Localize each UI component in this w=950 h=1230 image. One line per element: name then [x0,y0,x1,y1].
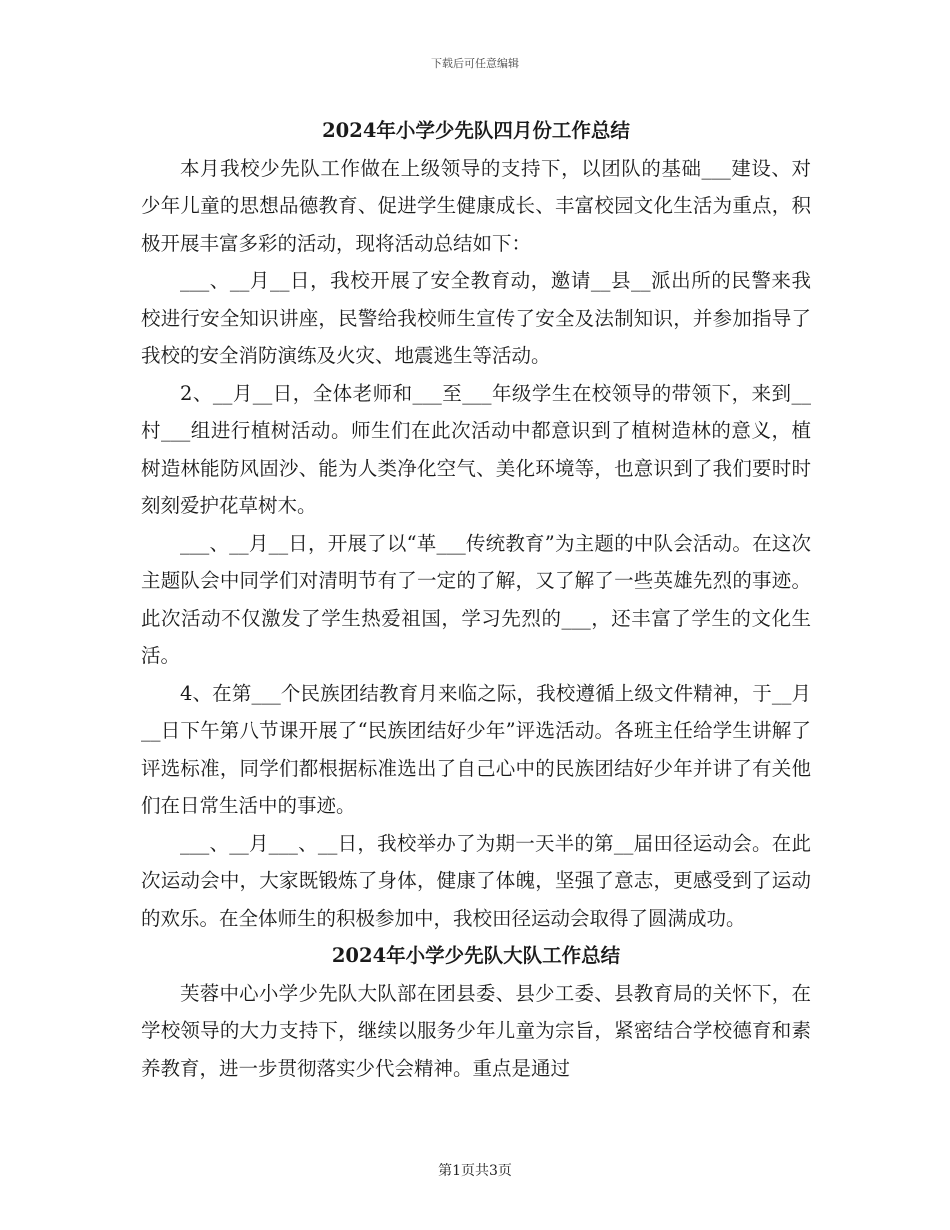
section-title: 2024年小学少先队四月份工作总结 [322,119,630,142]
paragraph: ___、__月__日，开展了以“革___传统教育”为主题的中队会活动。在这次主题队会中同学们对清明节有了一定的了解，又了解了一些英雄先烈的事迹。此次活动不仅激发了学生热爱祖国，学习先烈的___，还丰富了学生的文化生活。 [141,531,811,667]
page-footer: 第1页共3页 [438,1163,512,1179]
paragraph: ___、__月__日，我校开展了安全教育动，邀请__县__派出所的民警来我校进行安全知识讲座，民警给我校师生宣传了安全及法制知识，并参加指导了我校的安全消防演练及火灾、地震逃生等活动。 [141,269,811,367]
paragraph: 芙蓉中心小学少先队大队部在团县委、县少工委、县教育局的关怀下，在学校领导的大力支持下，继续以服务少年儿童为宗旨，紧密结合学校德育和素养教育，进一步贯彻落实少代会精神。重点是通过 [141,981,811,1080]
document-body [141,112,811,1087]
paragraph: 2、__月__日，全体老师和___至___年级学生在校领导的带领下，来到__村___组进行植树活动。师生们在此次活动中都意识到了植树造林的意义，植树造林能防风固沙、能为人类净化空气、美化环境等，也意识到了我们要时时刻刻爱护花草树木。 [141,381,811,517]
section-brigade-summary [141,937,811,1087]
page-header-note: 下载后可任意编辑 [431,57,519,70]
section-title: 2024年小学少先队大队工作总结 [331,944,621,967]
paragraph: 本月我校少先队工作做在上级领导的支持下，以团队的基础___建设、对少年儿童的思想品德教育、促进学生健康成长、丰富校园文化生活为重点，积极开展丰富多彩的活动，现将活动总结如下： [141,156,811,255]
paragraph: ___、__月___、__日，我校举办了为期一天半的第__届田径运动会。在此次运动会中，大家既锻炼了身体，健康了体魄，坚强了意志，更感受到了运动的欢乐。在全体师生的积极参加中，我校田径运动会取得了圆满成功。 [141,831,811,930]
section-april-summary [141,112,811,937]
paragraph: 4、在第___个民族团结教育月来临之际，我校遵循上级文件精神，于__月__日下午第八节课开展了“民族团结好少年”评选活动。各班主任给学生讲解了评选标准，同学们都根据标准选出了自己心中的民族团结好少年并讲了有关他们在日常生活中的事迹。 [141,681,811,817]
